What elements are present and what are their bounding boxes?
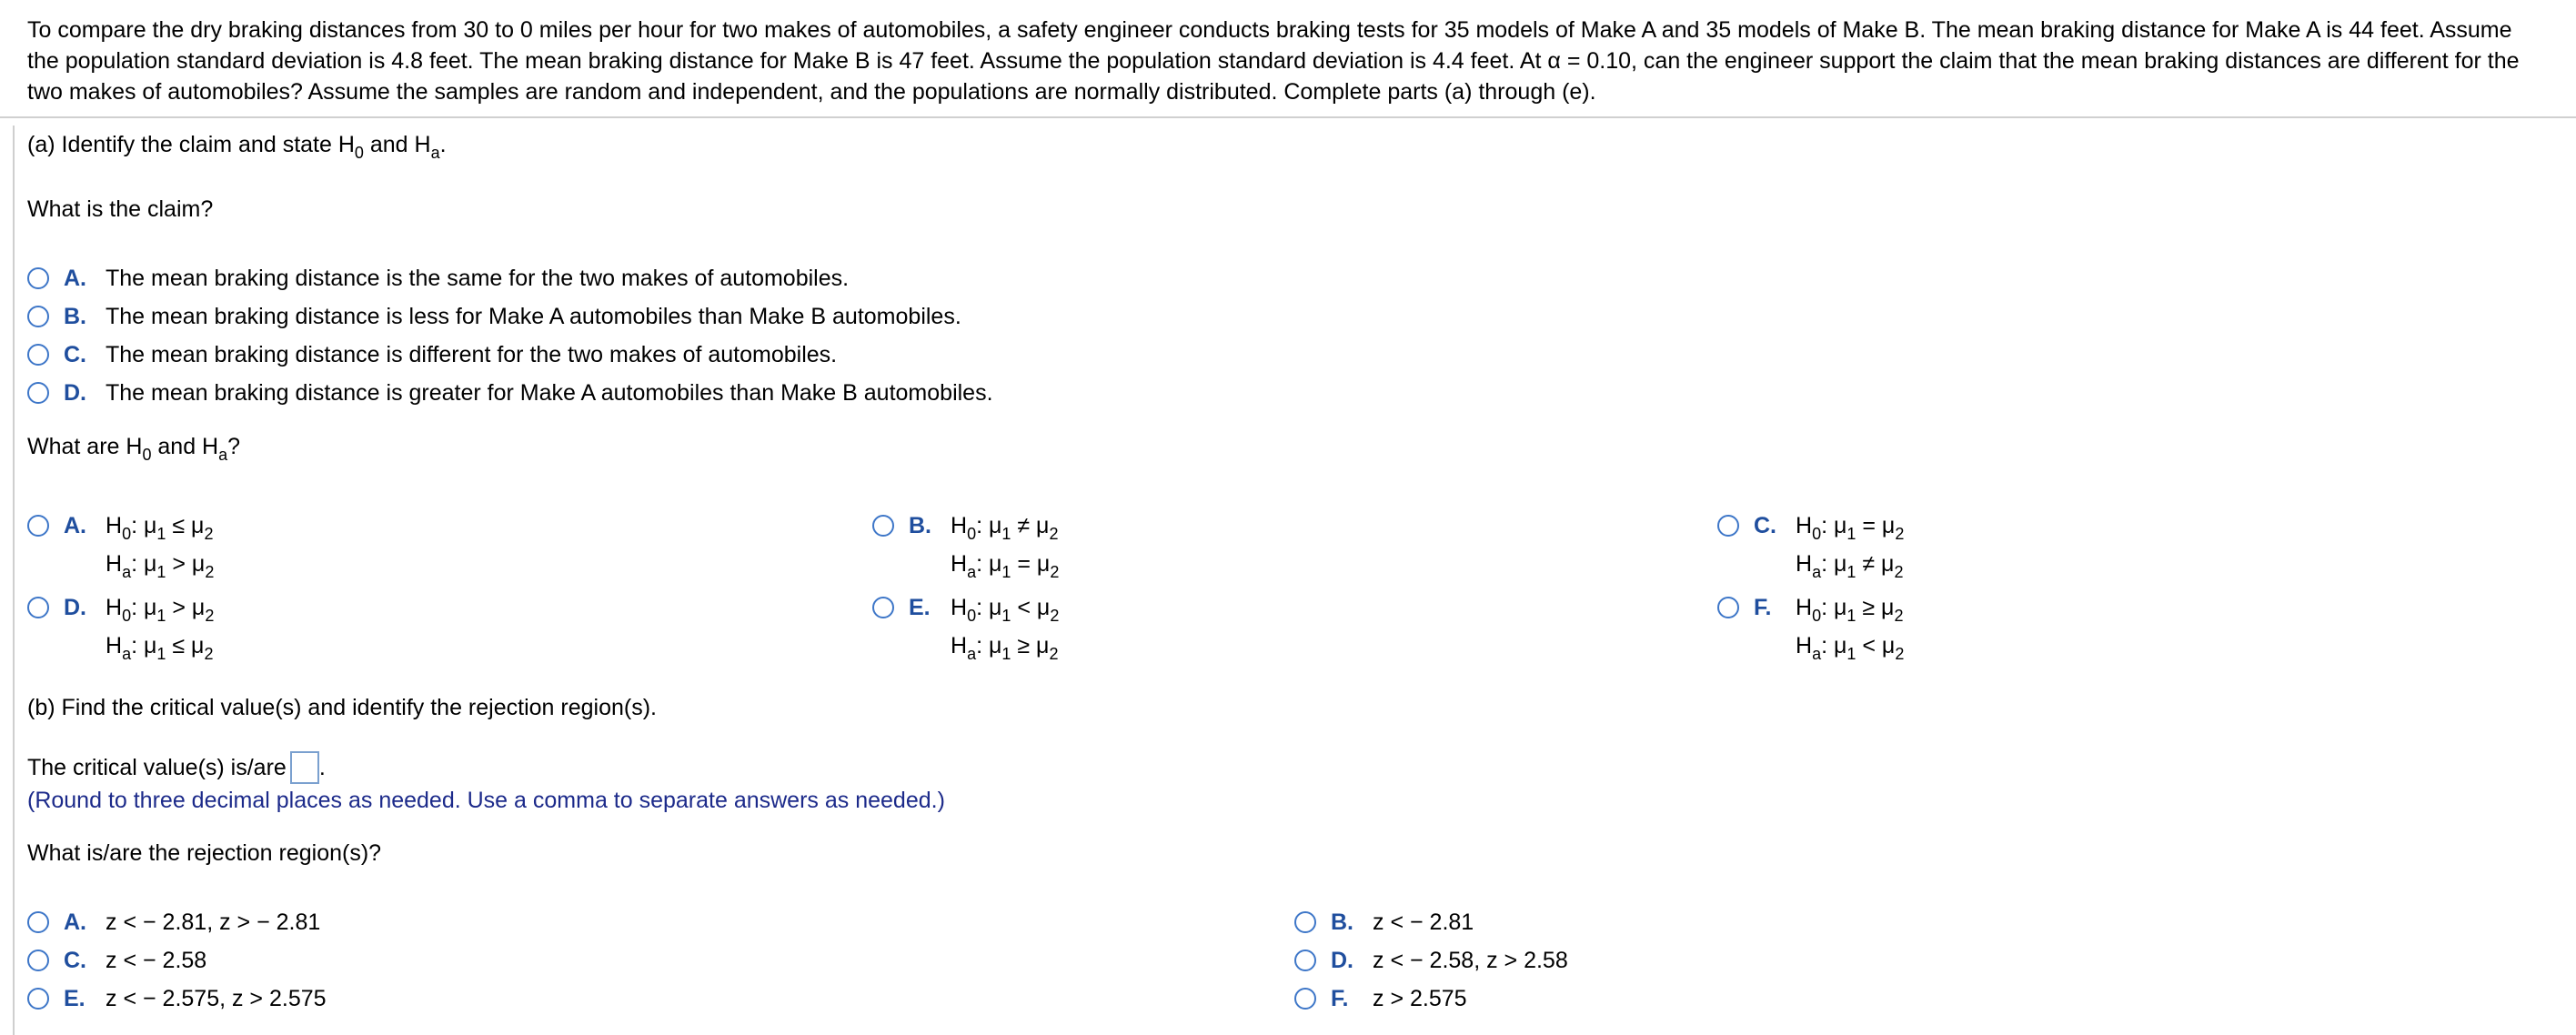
radio-button[interactable] — [872, 597, 894, 618]
radio-button[interactable] — [27, 911, 49, 933]
radio-button[interactable] — [1717, 597, 1739, 618]
hypotheses-question: What are $H_0$ and $H_a$? — [27, 434, 241, 464]
rounding-note: (Round to three decimal places as needed. Use a comma to separate answers as needed.) — [27, 788, 945, 813]
radio-button[interactable] — [27, 515, 49, 537]
radio-button[interactable] — [27, 267, 49, 289]
hypothesis-option-f[interactable]: F. $H_0$: $\mu_1 \ge \mu_2$ $H_a$: $\mu_1 < \mu_2$ — [1717, 594, 1990, 667]
left-divider — [13, 126, 15, 1035]
critical-value-input[interactable] — [290, 751, 319, 784]
radio-button[interactable] — [27, 950, 49, 971]
part-b-heading: (b) Find the critical value(s) and identify the rejection region(s). — [27, 695, 657, 720]
radio-button[interactable] — [1294, 988, 1316, 1010]
radio-button[interactable] — [1294, 950, 1316, 971]
problem-statement: To compare the dry braking distances from 30 to 0 miles per hour for two makes of automobiles, a safety engineer conducts braking tests for 35 models of Make A and 35 models of Make B. The mean braking distance for Make A is 44 feet. Assume the population standard deviation is 4.8 feet. The mean braking distance for Make B is 47 feet. Assume the population standard deviation is 4.4 feet. At α = 0.10, can the engineer support the claim that the mean braking distances are different for the two makes of automobiles? Assume the samples are random and independent, and the populations are normally distributed. Complete parts (a) through (e). — [0, 0, 2576, 118]
null-hypothesis: $H_0$: $\mu_1 = \mu_2$ — [1796, 513, 1905, 543]
part-a-heading: (a) Identify the claim and state $H_0$ and $H_a$. — [27, 132, 447, 162]
alternative-hypothesis: $H_a$: $\mu_1 \ge \mu_2$ — [951, 633, 1059, 663]
radio-button[interactable] — [27, 344, 49, 366]
null-hypothesis: $H_0$: $\mu_1 > \mu_2$ — [106, 595, 215, 625]
null-hypothesis: $H_0$: $\mu_1 \ne \mu_2$ — [951, 513, 1059, 543]
alternative-hypothesis: $H_a$: $\mu_1 \ne \mu_2$ — [1796, 551, 1904, 581]
hypothesis-option-e[interactable]: E. $H_0$: $\mu_1 < \mu_2$ $H_a$: $\mu_1 \ge \mu_2$ — [872, 594, 1145, 667]
radio-button[interactable] — [1294, 911, 1316, 933]
claim-question: What is the claim? — [27, 196, 214, 222]
alternative-hypothesis: $H_a$: $\mu_1 \le \mu_2$ — [106, 633, 214, 663]
hypothesis-option-b[interactable]: B. $H_0$: $\mu_1 \ne \mu_2$ $H_a$: $\mu_1 = \mu_2$ — [872, 512, 1145, 585]
radio-button[interactable] — [27, 988, 49, 1010]
radio-button[interactable] — [27, 597, 49, 618]
question-page: To compare the dry braking distances from 30 to 0 miles per hour for two makes of automobiles, a safety engineer conducts braking tests for 35 models of Make A and 35 models of Make B. The mean braking distance for Make A is 44 feet. Assume the population standard deviation is 4.8 feet. The mean braking distance for Make B is 47 feet. Assume the population standard deviation is 4.4 feet. At α = 0.10, can the engineer support the claim that the mean braking distances are different for the two makes of automobiles? Assume the samples are random and independent, and the populations are normally distributed. Complete parts (a) through (e). (a) Identify the claim and state $H_0$ and $H_a$. What is the claim? A. The mean braking distance is the same for the two makes of automobiles. B. The mean braking distance is less for Make A automobiles than Make B automobiles. C. The mean braking distance is different for the two makes of automobiles. D. The mean braking distance is greater for Make A automobiles than Make B automobiles. What are $H_0$ and $H_a$? A. $H_0$: $\mu_1 \le \mu_2$ $H_a$: $\mu_1 > \mu_2$ B. $H_0$: $\mu_1 \ne \mu_2$ $H_a$: $\mu_1 = \mu_2$ C. $H_0$: $\mu_1 = \mu_2$ $H_a$: $\mu_1 \ne \mu_2$ D. $H_0$: $\mu_1 > \mu_2$ $H_a$: $\mu_1 \le \mu_2$ E. $H_0$: $\mu_1 < \mu_2$ $H_a$: $\mu_1 \ge \mu_2$ F. $H_0$: $\mu_1 \ge \mu_2$ $H_a$: $\mu_1 < \mu_2$ (b) Find the critical value(s) and identify the rejection region(s). The critical value(s) is/are . (Round to three decimal places as needed. Use a comma to separate answers as needed.) What is/are the rejection region(s)? A. z < − 2.81, z > − 2.81 B. z < − 2.81 C. z < − 2.58 D. z < − 2.58, z > 2.58 E. z < − 2.575, z > 2.575 F. z > 2.575 — [0, 0, 2576, 1035]
hypothesis-option-a[interactable]: A. $H_0$: $\mu_1 \le \mu_2$ $H_a$: $\mu_1 > \mu_2$ — [27, 512, 300, 585]
hypothesis-option-c[interactable]: C. $H_0$: $\mu_1 = \mu_2$ $H_a$: $\mu_1 \ne \mu_2$ — [1717, 512, 1990, 585]
null-hypothesis: $H_0$: $\mu_1 \ge \mu_2$ — [1796, 595, 1904, 625]
null-hypothesis: $H_0$: $\mu_1 \le \mu_2$ — [106, 513, 214, 543]
radio-button[interactable] — [1717, 515, 1739, 537]
radio-button[interactable] — [27, 306, 49, 327]
rejection-region-question: What is/are the rejection region(s)? — [27, 840, 382, 866]
alternative-hypothesis: $H_a$: $\mu_1 = \mu_2$ — [951, 551, 1060, 581]
alternative-hypothesis: $H_a$: $\mu_1 < \mu_2$ — [1796, 633, 1905, 663]
radio-button[interactable] — [27, 382, 49, 404]
critical-value-line: The critical value(s) is/are . — [27, 751, 326, 784]
radio-button[interactable] — [872, 515, 894, 537]
alternative-hypothesis: $H_a$: $\mu_1 > \mu_2$ — [106, 551, 215, 581]
null-hypothesis: $H_0$: $\mu_1 < \mu_2$ — [951, 595, 1060, 625]
hypothesis-option-d[interactable]: D. $H_0$: $\mu_1 > \mu_2$ $H_a$: $\mu_1 \le \mu_2$ — [27, 594, 300, 667]
